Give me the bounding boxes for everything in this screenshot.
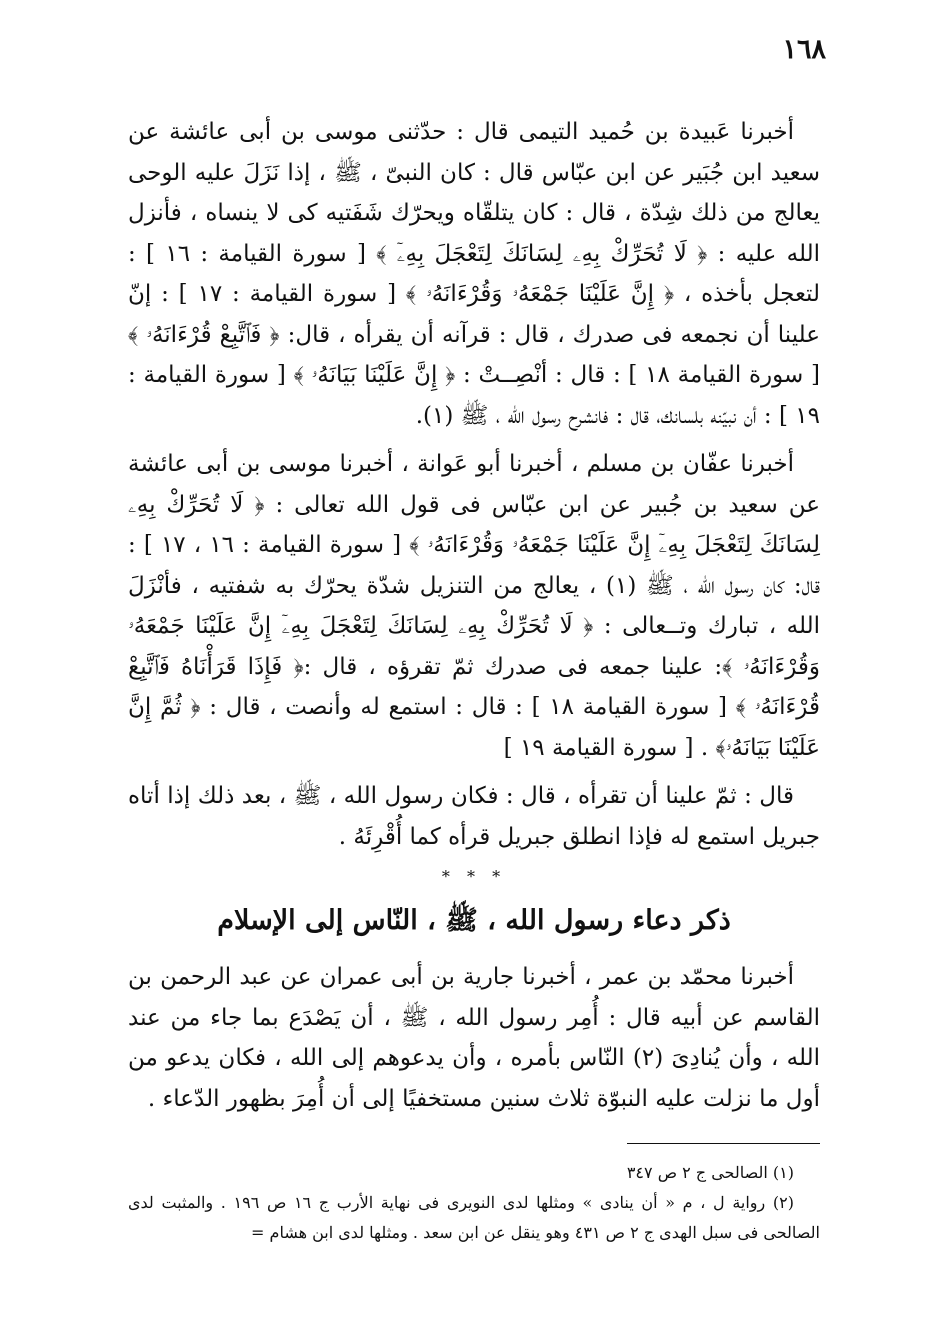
footnote-rule bbox=[627, 1143, 820, 1144]
footnotes bbox=[128, 1158, 820, 1248]
paragraph-4: أخبرنا محمّد بن عمر ، أخبرنا جارية بن أبى عمران عن عبد الرحمن بن القاسم عن أبيه قال : أُمِر رسول الله ، ﷺ ، أن يَصْدَع بما جاء من عند الله ، وأن يُنادِىَ (٢) النّاس بأمره ، وأن يدعوهم إلى الله ، فكان يدعو من أول ما نزلت عليه النبوّة ثلاث سنين مستخفيًا إلى أن أُمِرَ بظهور الدّعاء . bbox=[128, 964, 821, 1112]
paragraph-1: أخبرنا عَبيدة بن حُميد التيمى قال : حدّثنى موسى بن أبى عائشة عن سعيد ابن جُبَير عن ابن عبّاس قال : كان النبىّ ، ﷺ ، إذا نَزَلَ عليه الوحى يعالج من ذلك شِدّة ، قال : كان يتلقّاه ويحرّك شَفَتيه كى لا ينساه ، فأنزل الله عليه : ﴿ لَا تُحَرِّكْ بِهِۦ لِسَانَكَ لِتَعْجَلَ بِهِۦٓ ﴾ [ سورة القيامة : ١٦ ] : لتعجل بأخذه ، ﴿ إِنَّ عَلَيْنَا جَمْعَهُۥ وَقُرْءَانَهُۥ ﴾ [ سورة القيامة : ١٧ ] : إنّ علينا أن نجمعه فى صدرك ، قال : قرآنه أن يقرأه ، قال: ﴿ فَٱتَّبِعْ قُرْءَانَهُۥ ﴾ [ سورة القيامة ١٨ ] : قال : أنْصِــتْ : ﴿ إِنَّ عَلَيْنَا بَيَانَهُۥ ﴾ [ سورة القيامة : ١٩ ] : أن نبيّنه بلسانك، قال : فانشرح رسول الله ، ﷺ (١). bbox=[128, 119, 821, 429]
section-separator: * * * bbox=[441, 867, 507, 886]
paragraph-3: قال : ثمّ علينا أن تقرأه ، قال : فكان رسول الله ، ﷺ ، بعد ذلك إذا أتاه جبريل استمع له فإذا انطلق جبريل قرأه كما أُقْرِئَهُ . bbox=[128, 783, 820, 850]
page-number: ١٦٨ bbox=[782, 34, 826, 65]
footnote-2: (٢) رواية ل ، م « أن ينادى » ومثلها لدى النويرى فى نهاية الأرب ج ١٦ ص ١٩٦ . والمثبت لدى الصالحى فى سبل الهدى ج ٢ ص ٤٣١ وهو ينقل عن ابن سعد . ومثلها لدى ابن هشام = bbox=[128, 1193, 820, 1242]
section-heading: ذكر دعاء رسول الله ، ﷺ ، النّاس إلى الإسلام bbox=[217, 905, 731, 936]
page-body bbox=[128, 112, 820, 1127]
paragraph-2: أخبرنا عفّان بن مسلم ، أخبرنا أبو عَوانة ، أخبرنا موسى بن أبى عائشة عن سعيد بن جُبير عن ابن عبّاس فى قول الله تعالى : ﴿ لَا تُحَرِّكْ بِهِۦ لِسَانَكَ لِتَعْجَلَ بِهِۦٓ إِنَّ عَلَيْنَا جَمْعَهُۥ وَقُرْءَانَهُۥ ﴾ [ سورة القيامة : ١٦ ، ١٧ ] : قال: كان رسول الله ، ﷺ (١) ، يعالج من التنزيل شدّة يحرّك به شفتيه ، فأنْزَلَ الله ، تبارك وتــعالى : ﴿ لَا تُحَرِّكْ بِهِۦ لِسَانَكَ لِتَعْجَلَ بِهِۦٓ إِنَّ عَلَيْنَا جَمْعَهُۥ وَقُرْءَانَهُۥ ﴾: علينا جمعه فى صدرك ثمّ تقرؤه ، قال :﴿ فَإِذَا قَرَأْنَاهُ فَٱتَّبِعْ قُرْءَانَهُۥ ﴾ [ سورة القيامة ١٨ ] : قال : استمع له وأنصت ، قال : ﴿ ثُمَّ إِنَّ عَلَيْنَا بَيَانَهُۥ﴾ . [ سورة القيامة ١٩ ] bbox=[128, 451, 820, 761]
footnote-1: (١) الصالحى ج ٢ ص ٣٤٧ bbox=[626, 1163, 794, 1182]
